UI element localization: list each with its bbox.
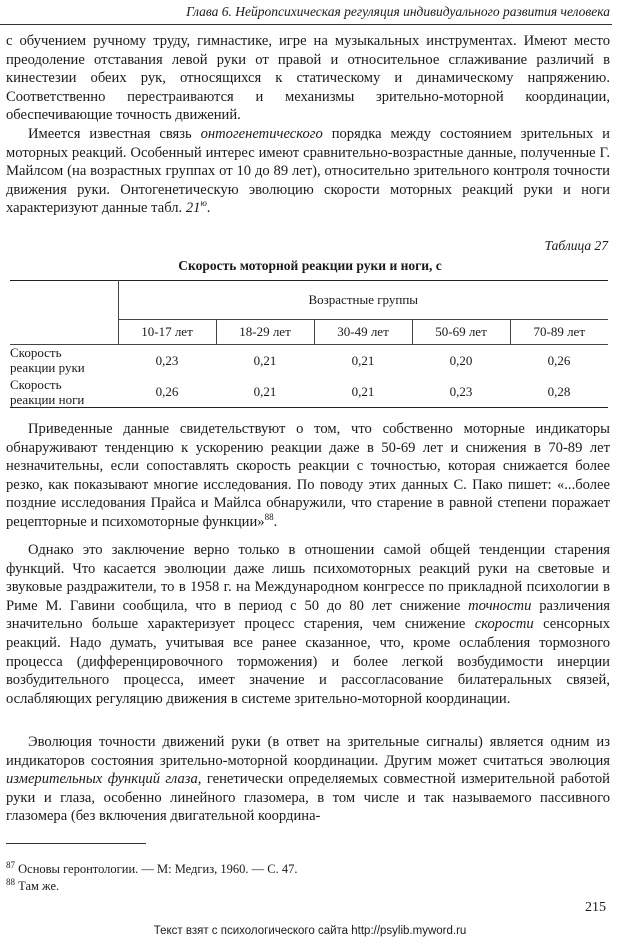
table-cell: 0,20 [412,345,510,378]
p2-end: . [206,200,211,217]
table-corner [10,281,118,345]
p2-superscript: ю [200,198,207,209]
table-cell: 0,28 [510,377,608,408]
col-header-70-89: 70-89 лет [510,320,608,345]
col-header-50-69: 50-69 лет [412,320,510,345]
footnote-87: $^{87}$ Основы геронтологии. — М: Медгиз, 1960. — С. 47. [6,859,298,876]
row-label-hand: Скорость реакции руки [10,345,118,378]
age-groups-header: Возрастные группы [118,281,608,320]
source-line: Текст взят с психологического сайта http://psylib.myword.ru [153,925,467,937]
table-title: Скорость моторной реакции руки и ноги, с [178,258,442,273]
table-cell: 0,23 [412,377,510,408]
table-number: Таблица 27 [544,238,608,253]
footnote-ref-88: 88 [264,512,274,523]
col-header-30-49: 30-49 лет [314,320,412,345]
p2-text-b: порядка между состоянием зрительных и моторных реакций. Особенный интерес имеют сравнительно-возрастные данные, полученные Г. Майлсом (на возрастных группах от 10 до 89 лет), относительно зрительного контроля точности движения руки. Онтогенетическую эволюцию скорости моторных реакций руки и ноги характеризуют данные табл. [6,125,610,217]
footnote-divider [6,843,146,844]
p5-emphasis: измерительных функций глаза, [6,771,202,788]
table-cell: 0,21 [216,377,314,408]
table-row [10,345,608,378]
p2-text-a: Имеется известная связь [28,125,201,142]
paragraph-3-text: Приведенные данные свидетельствуют о том, что собственно моторные индикаторы обнаруживают тенденцию к ускорению реакции даже в 50-69 лет и снижения в 70-89 лет незначительны, если сопоставлять скорость реакции с точностью, которая снижается более резко, как показывают многие исследования. По поводу этих данных С. Пако пишет: «...более поздние исследования Прайса и Майлса обнаружили, что старение в равной степени поражает рецепторные и психомоторные функции»$^{88}$. [6,421,610,530]
footnote-88: $^{88}$ Там же. [6,876,60,893]
col-header-18-29: 18-29 лет [216,320,314,345]
p4-emphasis-speed: скорости [474,616,534,633]
table-cell: 0,21 [216,345,314,378]
p4-emphasis-accuracy: точности [468,597,532,614]
reaction-speed-table [10,280,608,408]
page-number: 215 [585,900,606,915]
p2-emphasis: онтогенетического [200,125,323,142]
paragraph-1 [6,32,610,218]
table-cell: 0,23 [118,345,216,378]
table-reference: 21 [185,200,201,217]
table-cell: 0,21 [314,345,412,378]
paragraph-2 [6,125,610,218]
paragraph-5-text: Эволюция точности движений руки (в ответ на зрительные сигналы) является одним из индикаторов состояния зрительно-моторной координации. Другим может считаться эволюция измерительных функций глаза, генетически определяемых совместной измерительной работой руки и глаза, особенно линейного глазомера, в том числе и так называемого пассивного глазомера (без включения двигательной координа- [6,734,610,825]
paragraph-4 [6,541,610,708]
paragraph-4-text: Однако это заключение верно только в отношении самой общей тенденции старения функций. Что касается эволюции даже лишь психомоторных реакций руки на световые и звуковые раздражители, то в 1958 г. на Международном конгрессе по прикладной психологии в Риме М. Гавини сообщила, что в период с 50 до 80 лет снижение точности различения значительно больше характеризует процесс старения, чем снижение скорости сенсорных реакций. Надо думать, учитывая все ранее сказанное, что, кроме ослабления тормозного процесса (дифференцировочного торможения) и более легкой возбудимости инерции возбудительного процесса, имеет значение и рассогласование билатеральных связей, ослабляющих регуляцию движения в системе зрительно-моторной координации. [6,542,611,707]
table-cell: 0,21 [314,377,412,408]
running-header: Глава 6. Нейропсихическая регуляция индивидуального развития человека [0,2,612,25]
paragraph-3 [6,420,610,532]
table-row [10,377,608,408]
paragraph-1-text: с обучением ручному труду, гимнастике, игре на музыкальных инструментах. Имеют место преодоление отставания левой руки от правой и относительное сглаживание различий в кинестезии обеих рук, относящихся к статическому и динамическому напряжению. Соответственно перестраиваются и механизмы зрительно-моторной координации, обеспечивающие точность движений. [6,33,610,124]
paragraph-5 [6,733,610,826]
row-label-leg: Скорость реакции ноги [10,377,118,408]
table-cell: 0,26 [118,377,216,408]
col-header-10-17: 10-17 лет [118,320,216,345]
table-cell: 0,26 [510,345,608,378]
